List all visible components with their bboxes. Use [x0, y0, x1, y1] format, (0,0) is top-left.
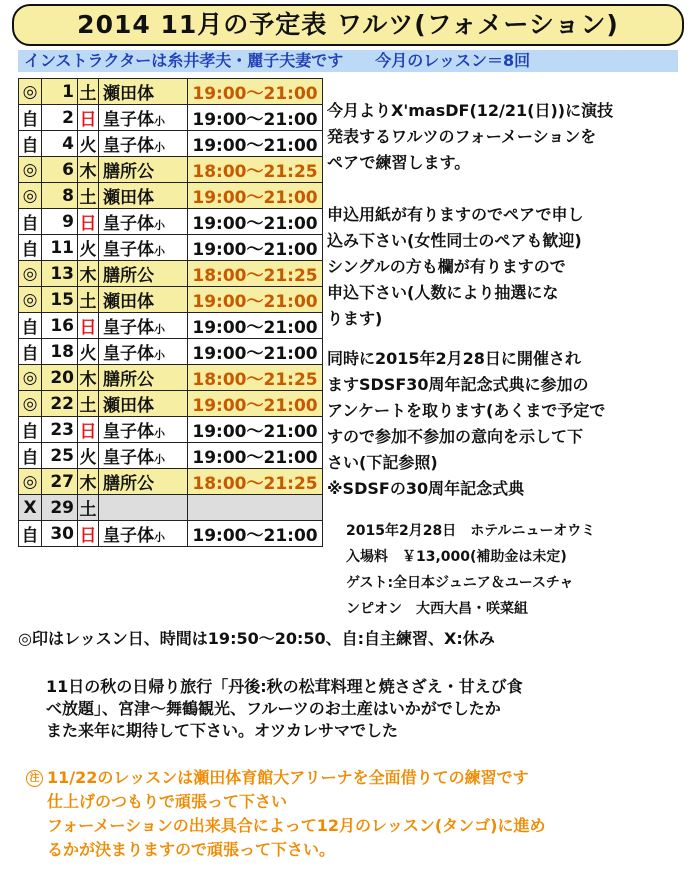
- row-time: 19:00〜21:00: [188, 287, 323, 313]
- row-day: 1: [42, 79, 78, 105]
- row-place: [99, 365, 188, 391]
- row-mark: ◎: [19, 391, 42, 417]
- row-time: 18:00〜21:25: [188, 261, 323, 287]
- row-mark: 自: [19, 443, 42, 469]
- row-weekday: 土: [78, 183, 99, 209]
- row-place: [99, 183, 188, 209]
- row-time: 19:00〜21:00: [188, 183, 323, 209]
- schedule-row: [19, 209, 323, 235]
- row-place: [99, 131, 188, 157]
- page-title: 2014 11月の予定表 ワルツ(フォメーション): [12, 4, 684, 46]
- row-weekday: 木: [78, 261, 99, 287]
- text-line: ペアで練習します。: [327, 153, 471, 172]
- row-place: [99, 521, 188, 547]
- place-size-label: 小: [154, 531, 165, 544]
- schedule-row: [19, 521, 323, 547]
- place-name: 皇子体: [103, 214, 154, 234]
- text-line: さい(下記参照): [327, 453, 438, 472]
- row-time: 19:00〜21:00: [188, 391, 323, 417]
- row-day: 15: [42, 287, 78, 313]
- row-weekday: 日: [78, 313, 99, 339]
- row-mark: ◎: [19, 183, 42, 209]
- row-time: 19:00〜21:00: [188, 339, 323, 365]
- schedule-row: [19, 105, 323, 131]
- place-size-label: 小: [154, 323, 165, 336]
- text-line: ります): [327, 309, 383, 328]
- row-day: 16: [42, 313, 78, 339]
- note-mark-icon: 注: [26, 770, 43, 787]
- place-size-label: 小: [154, 219, 165, 232]
- trip-report: [46, 676, 676, 742]
- row-place: [99, 105, 188, 131]
- row-weekday: 土: [78, 287, 99, 313]
- row-mark: 自: [19, 417, 42, 443]
- schedule-row: [19, 261, 323, 287]
- row-mark: ◎: [19, 157, 42, 183]
- place-size-label: 小: [154, 349, 165, 362]
- schedule-row: [19, 131, 323, 157]
- row-day: 11: [42, 235, 78, 261]
- announce-paragraph-1: [327, 98, 613, 176]
- row-place: [99, 339, 188, 365]
- row-place: [99, 391, 188, 417]
- row-day: 25: [42, 443, 78, 469]
- row-day: 20: [42, 365, 78, 391]
- gala-line: 2015年2月28日 ホテルニューオウミ: [346, 523, 596, 539]
- row-place: [99, 417, 188, 443]
- row-mark: ◎: [19, 79, 42, 105]
- schedule-row: [19, 235, 323, 261]
- place-name: 瀬田体: [103, 84, 154, 104]
- text-line: 11日の秋の日帰り旅行「丹後:秋の松茸料理と焼さざえ・甘えび食: [46, 677, 523, 696]
- place-name: 瀬田体: [103, 292, 154, 312]
- gala-line: ゲスト:全日本ジュニア＆ユースチャ: [346, 575, 574, 591]
- row-weekday: 木: [78, 157, 99, 183]
- schedule-table: [18, 78, 323, 547]
- place-name: 皇子体: [103, 448, 154, 468]
- row-mark: 自: [19, 339, 42, 365]
- row-mark: X: [19, 495, 42, 521]
- row-weekday: 木: [78, 469, 99, 495]
- note-line: フォーメーションの出来具合によって12月のレッスン(タンゴ)に進め: [47, 816, 546, 835]
- row-mark: 自: [19, 209, 42, 235]
- row-weekday: 火: [78, 443, 99, 469]
- row-mark: ◎: [19, 469, 42, 495]
- row-day: 29: [42, 495, 78, 521]
- row-time: 19:00〜21:00: [188, 417, 323, 443]
- row-day: 27: [42, 469, 78, 495]
- row-place: [99, 313, 188, 339]
- row-weekday: 木: [78, 365, 99, 391]
- row-day: 23: [42, 417, 78, 443]
- schedule-row: [19, 495, 323, 521]
- schedule-row: [19, 469, 323, 495]
- text-line: 同時に2015年2月28日に開催され: [327, 349, 581, 368]
- row-weekday: 土: [78, 495, 99, 521]
- row-mark: ◎: [19, 287, 42, 313]
- schedule-row: [19, 339, 323, 365]
- row-day: 2: [42, 105, 78, 131]
- row-weekday: 土: [78, 79, 99, 105]
- row-day: 22: [42, 391, 78, 417]
- row-time: [188, 495, 323, 521]
- place-size-label: 小: [154, 427, 165, 440]
- text-line: アンケートを取ります(あくまで予定で: [327, 401, 606, 420]
- row-time: 18:00〜21:25: [188, 469, 323, 495]
- place-name: 皇子体: [103, 136, 154, 156]
- announce-paragraph-2: [327, 202, 583, 332]
- schedule-row: [19, 365, 323, 391]
- schedule-row: [19, 443, 323, 469]
- announce-paragraph-3: [327, 346, 605, 502]
- text-line: ますSDSF30周年記念式典に参加の: [327, 375, 589, 394]
- row-mark: 自: [19, 521, 42, 547]
- place-name: 皇子体: [103, 110, 154, 130]
- row-time: 18:00〜21:25: [188, 365, 323, 391]
- place-size-label: 小: [154, 245, 165, 258]
- place-size-label: 小: [154, 141, 165, 154]
- row-time: 19:00〜21:00: [188, 235, 323, 261]
- row-place: [99, 157, 188, 183]
- place-name: 膳所公: [103, 474, 154, 494]
- row-weekday: 日: [78, 105, 99, 131]
- schedule-row: [19, 183, 323, 209]
- schedule-row: [19, 313, 323, 339]
- row-time: 19:00〜21:00: [188, 131, 323, 157]
- place-name: 皇子体: [103, 344, 154, 364]
- row-weekday: 火: [78, 235, 99, 261]
- row-weekday: 日: [78, 417, 99, 443]
- text-line: すので参加不参加の意向を示して下: [327, 427, 584, 446]
- row-time: 19:00〜21:00: [188, 443, 323, 469]
- row-time: 19:00〜21:00: [188, 209, 323, 235]
- place-size-label: 小: [154, 453, 165, 466]
- row-weekday: 日: [78, 209, 99, 235]
- row-place: [99, 235, 188, 261]
- text-line: 発表するワルツのフォーメーションを: [327, 127, 597, 146]
- place-name: 膳所公: [103, 370, 154, 390]
- schedule-row: [19, 391, 323, 417]
- row-time: 19:00〜21:00: [188, 105, 323, 131]
- place-name: 膳所公: [103, 162, 154, 182]
- place-name: 皇子体: [103, 526, 154, 546]
- instructor-banner: インストラクターは糸井孝夫・麗子夫妻です 今月のレッスン＝8回: [18, 50, 678, 72]
- text-line: また来年に期待して下さい。オツカレサマでした: [46, 721, 399, 740]
- row-mark: ◎: [19, 365, 42, 391]
- row-place: [99, 261, 188, 287]
- row-time: 18:00〜21:25: [188, 157, 323, 183]
- note-line: 仕上げのつもりで頑張って下さい: [47, 792, 288, 811]
- schedule-row: [19, 417, 323, 443]
- place-name: 皇子体: [103, 318, 154, 338]
- place-name: 膳所公: [103, 266, 154, 286]
- place-name: 皇子体: [103, 240, 154, 260]
- row-day: 18: [42, 339, 78, 365]
- row-mark: 自: [19, 313, 42, 339]
- place-name: 皇子体: [103, 422, 154, 442]
- row-day: 8: [42, 183, 78, 209]
- schedule-row: [19, 157, 323, 183]
- row-place: [99, 287, 188, 313]
- text-line: べ放題」、宮津〜舞鶴観光、フルーツのお土産はいかがでしたか: [46, 699, 501, 718]
- gala-line: ンピオン 大西大昌・咲菜組: [346, 601, 528, 617]
- text-line: シングルの方も欄が有りますので: [327, 257, 566, 276]
- note-text: 11/22のレッスンは瀬田体育館大アリーナを全面借りての練習です: [47, 768, 529, 787]
- place-size-label: 小: [154, 115, 165, 128]
- row-day: 30: [42, 521, 78, 547]
- row-day: 13: [42, 261, 78, 287]
- row-place: [99, 209, 188, 235]
- row-weekday: 日: [78, 521, 99, 547]
- row-mark: 自: [19, 235, 42, 261]
- row-place: [99, 79, 188, 105]
- note-line: るかが決まりますので頑張って下さい。: [47, 840, 336, 859]
- row-weekday: 火: [78, 339, 99, 365]
- place-name: 瀬田体: [103, 188, 154, 208]
- row-place: [99, 443, 188, 469]
- row-mark: 自: [19, 131, 42, 157]
- row-time: 19:00〜21:00: [188, 313, 323, 339]
- gala-details: [346, 518, 595, 622]
- row-time: 19:00〜21:00: [188, 521, 323, 547]
- text-line: 申込用紙が有りますのでペアで申し: [327, 205, 584, 224]
- row-mark: ◎: [19, 261, 42, 287]
- row-day: 4: [42, 131, 78, 157]
- row-time: 19:00〜21:00: [188, 79, 323, 105]
- schedule-row: [19, 287, 323, 313]
- row-mark: 自: [19, 105, 42, 131]
- legend: ◎印はレッスン日、時間は19:50〜20:50、自:自主練習、X:休み: [18, 629, 495, 648]
- text-line: 込み下さい(女性同士のペアも歓迎): [327, 231, 582, 250]
- row-weekday: 火: [78, 131, 99, 157]
- row-day: 9: [42, 209, 78, 235]
- text-line: 申込下さい(人数により抽選にな: [327, 283, 559, 302]
- place-name: 瀬田体: [103, 396, 154, 416]
- text-line: 今月よりX'masDF(12/21(日))に演技: [327, 101, 614, 120]
- note-line: [26, 766, 686, 790]
- schedule-row: [19, 79, 323, 105]
- row-day: 6: [42, 157, 78, 183]
- text-line: ※SDSFの30周年記念式典: [327, 479, 525, 498]
- note-block: [26, 766, 686, 862]
- row-place: [99, 469, 188, 495]
- row-weekday: 土: [78, 391, 99, 417]
- gala-line: 入場料 ￥13,000(補助金は未定): [346, 549, 567, 565]
- row-place: [99, 495, 188, 521]
